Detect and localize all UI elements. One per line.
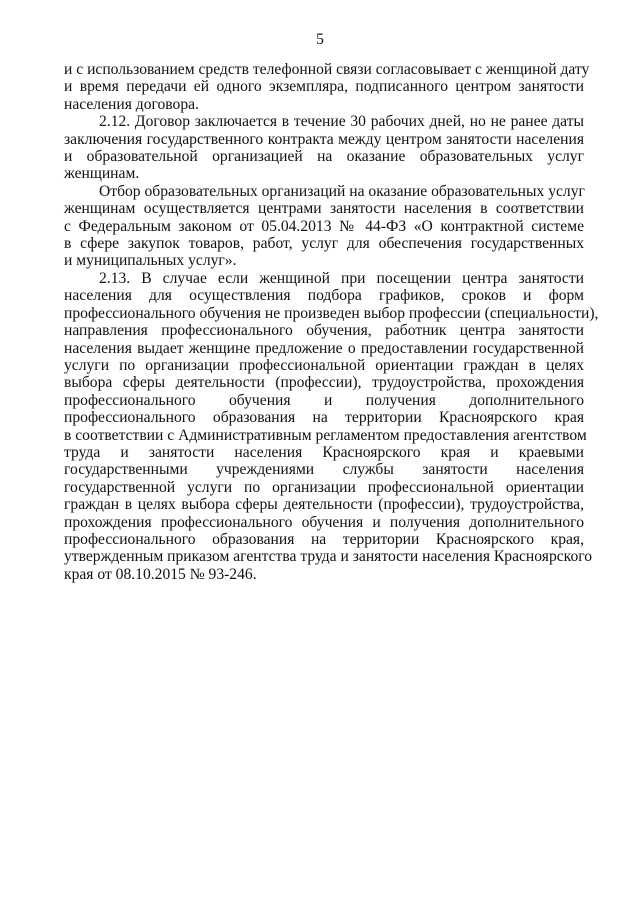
text-line: направления профессионального обучения, работник центра занятости	[64, 322, 584, 340]
text-line: населения договора.	[64, 95, 199, 113]
text-line: профессионального обучения и получения дополнительного	[64, 391, 584, 409]
paragraph	[64, 113, 584, 183]
text-line: прохождения профессионального обучения и получения дополнительного	[64, 513, 584, 531]
text-line: и образовательной организацией на оказание образовательных услуг	[64, 148, 584, 166]
text-line: в соответствии с Административным регламентом предоставления агентством	[64, 426, 587, 444]
text-line: населения выдает женщине предложение о предоставлении государственной	[64, 339, 584, 357]
text-line: выбора сферы деятельности (профессии), трудоустройства, прохождения	[64, 374, 584, 392]
text-line: и муниципальных услуг».	[64, 252, 237, 270]
text-line: профессионального образования на территории Красноярского края	[64, 409, 584, 427]
text-line: государственными учреждениями службы занятости населения	[64, 461, 584, 479]
text-line: населения для осуществления подбора графиков, сроков и форм	[64, 287, 584, 305]
text-line: утвержденным приказом агентства труда и занятости населения Красноярского	[64, 548, 593, 566]
text-line: женщинам.	[64, 165, 140, 183]
text-line: края от 08.10.2015 № 93-246.	[64, 565, 257, 583]
paragraph	[64, 269, 599, 583]
text-line: профессионального образования на территории Красноярского края,	[64, 530, 584, 548]
page-number: 5	[316, 31, 324, 48]
document-body	[64, 61, 599, 583]
text-line: Отбор образовательных организаций на оказание образовательных услуг	[99, 182, 585, 200]
text-line: в сфере закупок товаров, работ, услуг для обеспечения государственных	[64, 235, 584, 253]
paragraph	[64, 61, 590, 113]
text-line: 2.12. Договор заключается в течение 30 рабочих дней, но не ранее даты	[99, 113, 584, 131]
text-line: профессионального обучения не произведен выбор профессии (специальности),	[64, 304, 599, 322]
text-line: граждан в целях выбора сферы деятельности (профессии), трудоустройства,	[64, 496, 584, 514]
text-line: заключения государственного контракта между центром занятости населения	[64, 130, 584, 148]
text-line: 2.13. В случае если женщиной при посещении центра занятости	[99, 269, 584, 287]
paragraph	[64, 183, 584, 270]
text-line: государственной услуги по организации профессиональной ориентации	[64, 478, 584, 496]
text-line: и с использованием средств телефонной связи согласовывает с женщиной дату	[64, 61, 590, 78]
text-line: и время передачи ей одного экземпляра, подписанного центром занятости	[64, 78, 584, 96]
text-line: с Федеральным законом от 05.04.2013 № 44-ФЗ «О контрактной системе	[64, 217, 584, 235]
text-line: услуги по организации профессиональной ориентации граждан в целях	[64, 356, 584, 374]
text-line: женщинам осуществляется центрами занятости населения в соответствии	[64, 200, 584, 218]
text-line: труда и занятости населения Красноярского края и краевыми	[64, 443, 584, 461]
